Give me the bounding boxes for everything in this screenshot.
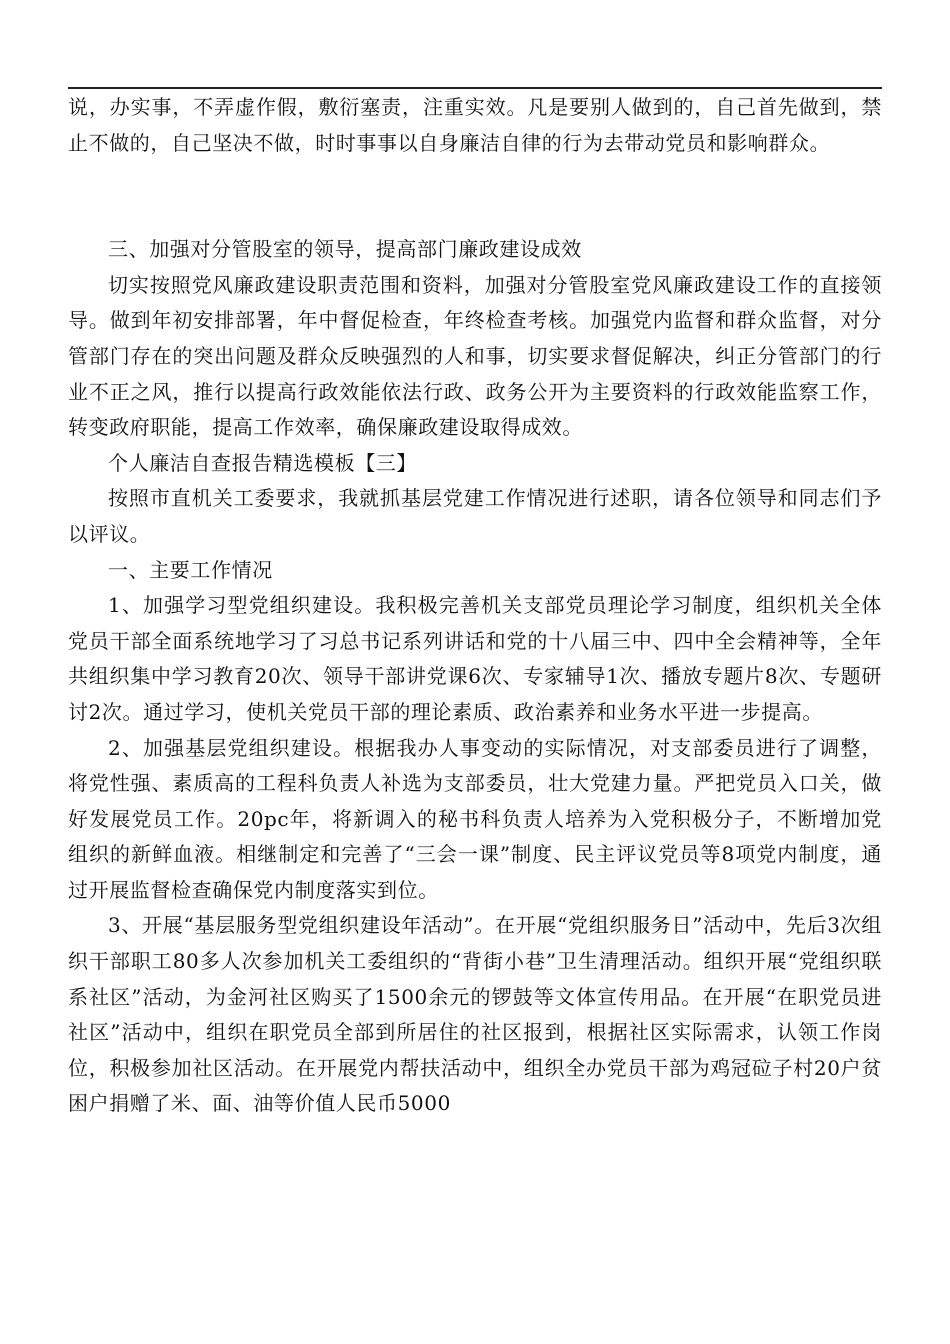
paragraph-item-2: 2、加强基层党组织建设。根据我办人事变动的实际情况，对支部委员进行了调整，将党性强、素质高的工程科负责人补选为支部委员，壮大党建力量。严把党员入口关，做好发展党员工作。20pc年，将新调入的秘书科负责人培养为入党积极分子，不断增加党组织的新鲜血液。相继制定和完善了“三会一课”制度、民主评议党员等8项党内制度，通过开展监督检查确保党内制度落实到位。 [68,735,882,902]
paragraph-intro: 按照市直机关工委要求，我就抓基层党建工作情况进行述职，请各位领导和同志们予以评议。 [68,486,882,546]
paragraph-item-3: 3、开展“基层服务型党组织建设年活动”。在开展“党组织服务日”活动中，先后3次组织干部职工80多人次参加机关工委组织的“背街小巷”卫生清理活动。组织开展“党组织联系社区”活动，为金河社区购买了1500余元的锣鼓等文体宣传用品。在开展“在职党员进社区”活动中，组织在职党员全部到所居住的社区报到，根据社区实际需求，认领工作岗位，积极参加社区活动。在开展党内帮扶活动中，组织全办党员干部为鸡冠砬子村20户贫困户捐赠了米、面、油等价值人民币5000 [68,913,882,1116]
section-heading-3: 三、加强对分管股室的领导，提高部门廉政建设成效 [108,237,582,262]
paragraph-item-1: 1、加强学习型党组织建设。我积极完善机关支部党员理论学习制度，组织机关全体党员干部全面系统地学习了习总书记系列讲话和党的十八届三中、四中全会精神等，全年共组织集中学习教育20次、领导干部讲党课6次、专家辅导1次、播放专题片8次、专题研讨2次。通过学习，使机关党员干部的理论素质、政治素养和业务水平进一步提高。 [68,593,882,724]
header-rule [68,87,882,89]
document-body [68,90,882,1122]
paragraph-leadership: 切实按照党风廉政建设职责范围和资料，加强对分管股室党风廉政建设工作的直接领导。做到年初安排部署，年中督促检查，年终检查考核。加强党内监督和群众监督，对分管部门存在的突出问题及群众反映强烈的人和事，切实要求督促解决，纠正分管部门的行业不正之风，推行以提高行政效能依法行政、政务公开为主要资料的行政效能监察工作，转变政府职能，提高工作效率，确保廉政建设取得成效。 [68,272,882,440]
paragraph-spacer [68,161,882,232]
report-title: 个人廉洁自查报告精选模板【三】 [108,450,417,475]
section-heading-1: 一、主要工作情况 [108,557,273,582]
paragraph-continuation: 说，办实事，不弄虚作假，敷衍塞责，注重实效。凡是要别人做到的，自己首先做到，禁止不做的，自己坚决不做，时时事事以自身廉洁自律的行为去带动党员和影响群众。 [68,95,882,155]
